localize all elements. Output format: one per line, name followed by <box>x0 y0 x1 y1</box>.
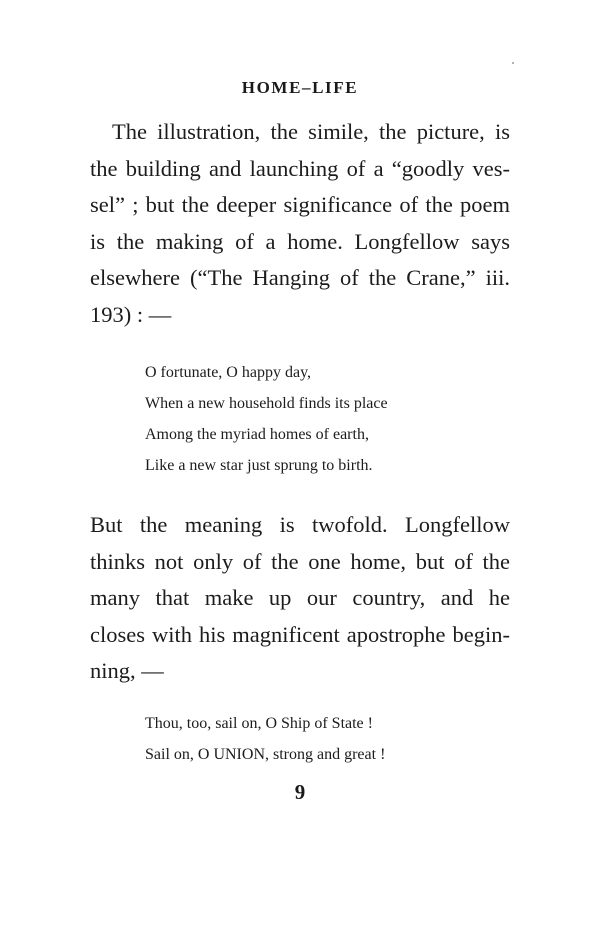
paragraph-line: the building and launching of a “goodly ves- <box>90 155 510 181</box>
page-number: 9 <box>294 780 306 804</box>
paragraph-line: 193) : — <box>90 301 172 327</box>
paragraph-line: elsewhere (“The Hanging of the Crane,” iii. <box>90 265 510 290</box>
verse-line: Like a new star just sprung to birth. <box>145 457 373 474</box>
verse-line: When a new household finds its place <box>145 395 388 412</box>
verse-line: O fortunate, O happy day, <box>145 364 312 381</box>
paragraph-2 <box>90 507 510 690</box>
verse-line: Thou, too, sail on, O Ship of State ! <box>145 715 373 732</box>
verse-quotation-1 <box>145 357 388 481</box>
paragraph-1 <box>90 114 510 333</box>
paragraph-line: sel” ; but the deeper significance of the poem <box>90 192 510 217</box>
paragraph-line: is the making of a home. Longfellow says <box>90 228 510 254</box>
paper-speck <box>512 62 514 64</box>
paragraph-line: The illustration, the simile, the picture, is <box>112 119 510 144</box>
paragraph-line: ning, — <box>90 658 164 683</box>
paragraph-line: thinks not only of the one home, but of the <box>90 548 510 574</box>
paragraph-line: many that make up our country, and he <box>90 585 510 610</box>
verse-line: Sail on, O UNION, strong and great ! <box>145 746 386 763</box>
paragraph-line: But the meaning is twofold. Longfellow <box>90 512 510 537</box>
verse-quotation-2 <box>145 708 385 770</box>
paragraph-line: closes with his magnificent apostrophe begin- <box>90 621 510 647</box>
running-head: HOME–LIFE <box>241 78 359 97</box>
verse-line: Among the myriad homes of earth, <box>145 426 369 443</box>
